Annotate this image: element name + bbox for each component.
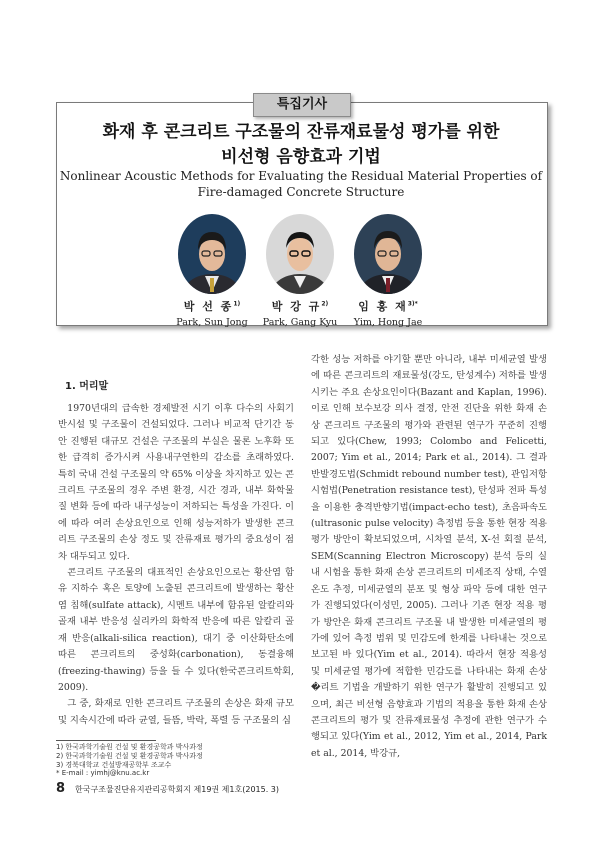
author-photo-2 [266, 214, 334, 294]
author-name-ko-1: 박 선 종$^{1)}$ [183, 300, 241, 313]
author-name-en-3: Yim, Hong Jae [353, 317, 423, 328]
paragraph: 그 중, 화재로 인한 콘크리트 구조물의 손상은 화재 규모 및 지속시간에 따라 균열, 들뜸, 박락, 폭렬 등 구조물의 심 [58, 698, 294, 726]
page-number: 8 [56, 781, 66, 796]
korean-title-line-1: 화재 후 콘크리트 구조물의 잔류재료물성 평가를 위한 [102, 122, 500, 142]
author-name-en-1: Park, Sun Jong [176, 317, 248, 328]
english-title [56, 168, 546, 200]
korean-title-line-2: 비선형 음향효과 기법 [221, 147, 381, 167]
section-heading: 1. 머리말 [65, 381, 109, 392]
page-footer [56, 781, 279, 796]
english-title-line-1: Nonlinear Acoustic Methods for Evaluating the Residual Material Properties of [59, 169, 543, 183]
author-name-ko-2: 박 강 규$^{2)}$ [271, 300, 329, 313]
right-column [311, 352, 547, 762]
footnote-2: 2) 한국과학기술원 건설 및 환경공학과 박사과정 [56, 752, 203, 760]
paragraph: 콘크리트 구조물의 대표적인 손상요인으로는 황산염 함유 지하수 혹은 토양에 노출된 콘크리트에 발생하는 황산염 침해(sulfate attack), 시멘트 내부에 함유된 알칼리와 골재 내부 반응성 실리카의 화학적 반응에 따른 알칼리 골재 반응(alkali-silica reaction), 대기 중 이산화탄소에 따른 콘크리트의 중성화(carbonation), 동결융해(freezing-thawing) 등을 들 수 있다(한국콘크리트학회, 2009). [58, 567, 294, 693]
author-name-ko-3: 임 홍 재$^{3)*}$ [358, 300, 418, 313]
journal-name: 한국구조물진단유지관리공학회지 제19권 제1호(2015. 3) [75, 785, 280, 794]
english-title-line-2: Fire-damaged Concrete Structure [197, 185, 405, 199]
korean-title [56, 120, 546, 170]
paragraph: 1970년대의 급속한 경제발전 시기 이후 다수의 사회기반시설 및 구조물이 건설되었다. 그러나 비교적 단기간 동안 진행된 대규모 건설은 구조물의 부실은 물론 노후화 또한 급격히 증가시켜 사용내구연한의 감소를 초래하였다. 특히 국내 건설 구조물의 약 65% 이상을 차지하고 있는 콘크리트 구조물의 경우 주변 환경, 시간 경과, 내부 화학물질 변화 등에 따라 내구성능이 저하되는 특성을 가진다. 이에 따라 여러 손상요인으로 인해 성능저하가 발생한 콘크리트 구조물의 손상 정도 및 잔류재료 평가의 중요성이 점차 대두되고 있다. [58, 403, 294, 562]
left-column [58, 401, 294, 729]
footnote-divider [56, 740, 156, 741]
footnote-1: 1) 한국과학기술원 건설 및 환경공학과 박사과정 [56, 743, 203, 751]
author-name-en-2: Park, Gang Kyu [262, 317, 338, 328]
footnote-email: * E-mail : yimhj@knu.ac.kr [56, 769, 150, 777]
author-photo-3 [354, 214, 422, 294]
footnote-3: 3) 경북대학교 건설방재공학부 조교수 [56, 761, 172, 769]
paragraph: 각한 성능 저하를 야기할 뿐만 아니라, 내부 미세균열 발생에 따른 콘크리트의 재료물성(강도, 탄성계수) 저하를 발생시키는 주요 손상요인이다(Bazant and Kaplan, 1996). 이로 인해 보수보강 의사 결정, 안전 진단을 위한 화재 손상 콘크리트 구조물의 평가와 관련된 연구가 꾸준히 진행되고 있다(Chew, 1993; Colombo and Felicetti, 2007; Yim et al., 2014; Park et al., 2014). 그 결과 반발경도법(Schmidt rebound number test), 관입저항시험법(Penetration resistance test), 탄성파 전파 특성을 이용한 충격반향기법(impact-echo test), 초음파속도(ultrasonic pulse velocity) 측정법 등을 통한 현장 적용 평가 방안이 확보되었으며, 시차열 분석, X-선 회절 분석, SEM(Scanning Electron Microscopy) 분석 등의 실내 시험을 통한 화재 손상 콘크리트의 미세조직 상태, 수열온도 추정, 미세균열의 분포 및 형상 파악 등에 대한 연구가 진행되었다(이성민, 2005). 그러나 기존 현장 적용 평가 방안은 화재 콘크리트 구조물 내 발생한 미세균열의 평가에 있어 측정 범위 및 민감도에 한계를 나타내는 것으로 보고된 바 있다(Yim et al., 2014). 따라서 현장 적용성 및 미세균열 평가에 적합한 민감도를 나타내는 화재 손상 �리트 기법을 개발하기 위한 연구가 활발히 진행되고 있으며, 최근 비선형 음향효과 기법의 적용을 통한 화재 손상 콘크리트의 평가 및 잔류재료물성 추정에 관한 연구가 수행되고 있다(Yim et al., 2012, Yim et al., 2014, Park et al., 2014, 박강규, [311, 354, 547, 759]
author-photo-1 [178, 214, 246, 294]
section-badge: 특집기사 [253, 93, 351, 117]
author-3 [328, 214, 448, 328]
